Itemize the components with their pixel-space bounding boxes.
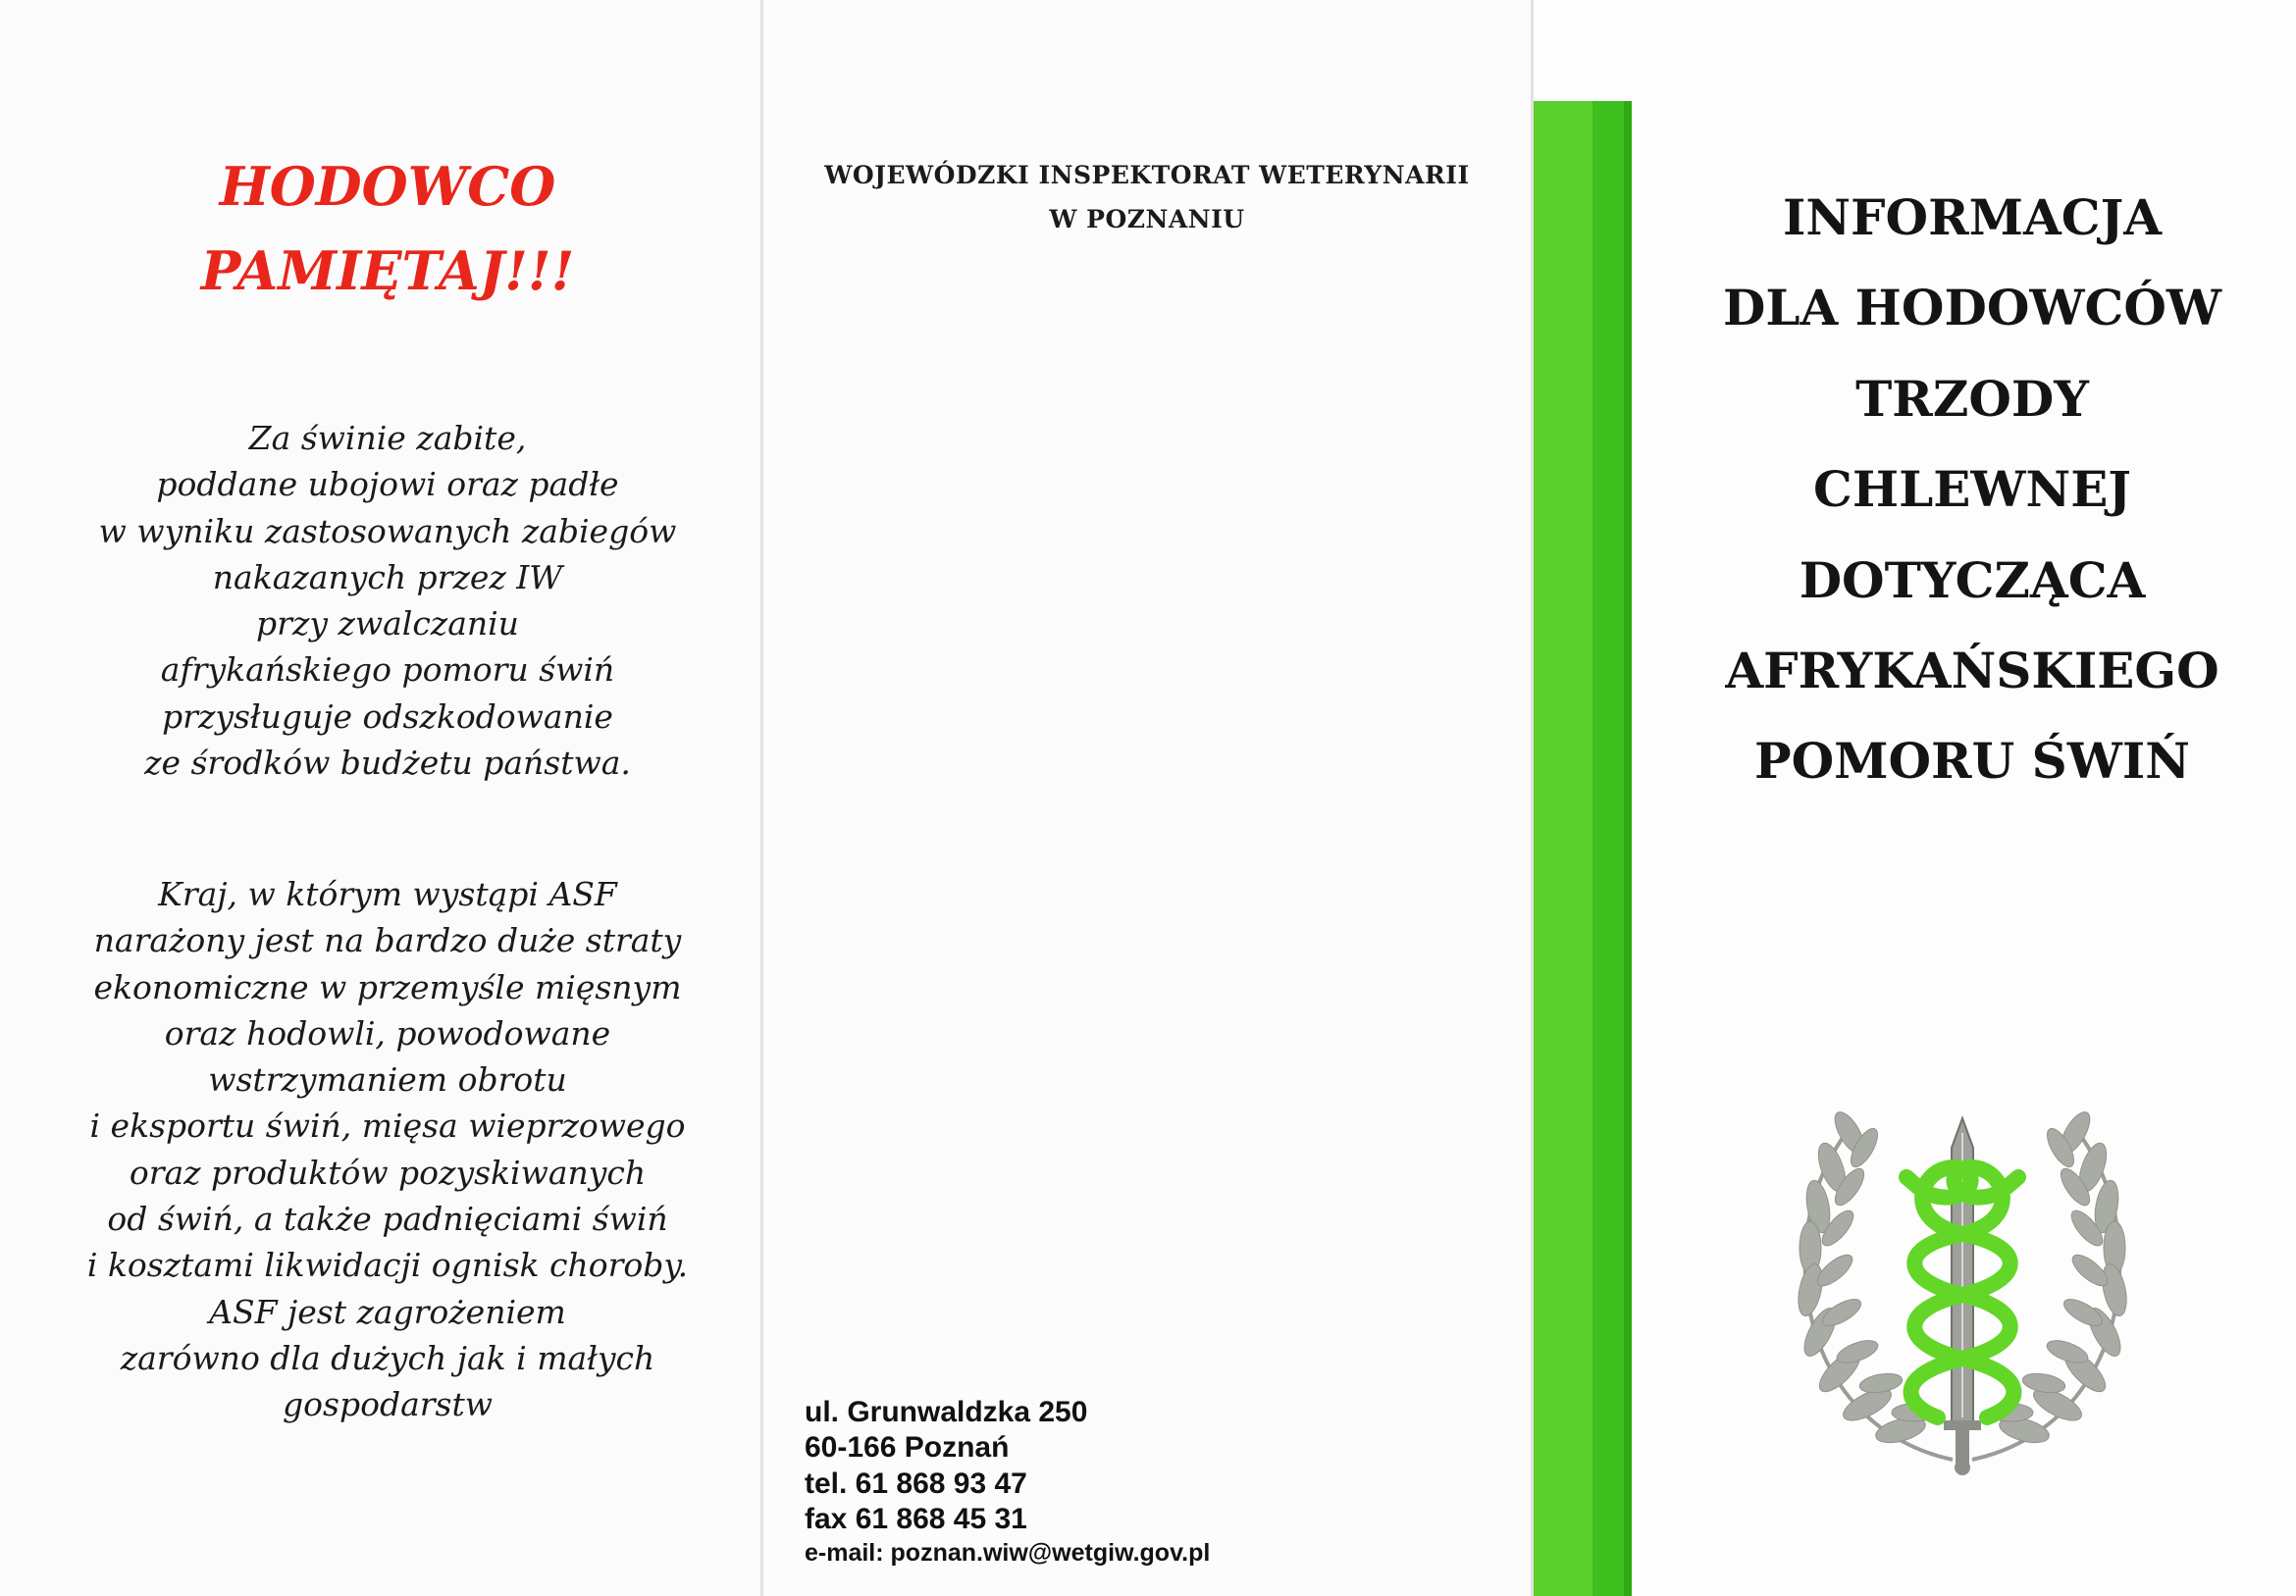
institution-name: WOJEWÓDZKI INSPEKTORAT WETERYNARII [824, 161, 1470, 189]
middle-panel [763, 0, 1531, 1596]
title-line: POMORU ŚWIŃ [1754, 732, 2190, 790]
snake-head [2011, 1170, 2025, 1184]
text-line: oraz produktów pozyskiwanych [129, 1153, 647, 1192]
text-line: poddane ubojowi oraz padłe [156, 465, 619, 504]
text-line: ASF jest zagrożeniem [209, 1292, 566, 1331]
text-line: Kraj, w którym wystąpi ASF [158, 875, 617, 913]
heading-line-2: PAMIĘTAJ!!! [200, 239, 575, 302]
compensation-paragraph [20, 415, 756, 786]
contact-email: e-mail: poznan.wiw@wetgiw.gov.pl [805, 1539, 1211, 1567]
text-line: oraz hodowli, powodowane [164, 1013, 611, 1053]
title-line: DLA HODOWCÓW [1722, 279, 2222, 336]
text-line: zarówno dla dużych jak i małych [120, 1338, 655, 1377]
text-line: narażony jest na bardzo duże straty [93, 921, 682, 960]
left-panel [0, 0, 760, 1596]
text-line: przy zwalczaniu [256, 604, 519, 644]
text-line: wstrzymaniem obrotu [208, 1060, 567, 1100]
institution-city: W POZNANIU [1049, 205, 1245, 233]
text-line: od świń, a także padnięciami świń [107, 1200, 668, 1239]
heading-line-1: HODOWCO [219, 155, 556, 218]
economic-losses-paragraph [20, 871, 756, 1428]
contact-fax: fax 61 868 45 31 [805, 1503, 1027, 1535]
contact-city: 60-166 Poznań [805, 1431, 1010, 1464]
title-line: CHLEWNEJ [1813, 460, 2131, 518]
title-line: INFORMACJA [1782, 188, 2163, 246]
text-line: w wyniku zastosowanych zabiegów [98, 511, 677, 550]
text-line: Za świnie zabite, [248, 419, 527, 457]
text-line: ekonomiczne w przemyśle mięsnym [93, 967, 682, 1006]
text-line: przysługuje odszkodowanie [162, 696, 613, 736]
green-stripe-highlight [1534, 101, 1592, 1596]
contact-street: ul. Grunwaldzka 250 [805, 1396, 1088, 1428]
text-line: i kosztami likwidacji ognisk choroby. [86, 1246, 689, 1285]
text-line: i eksportu świń, mięsa wieprzowego [89, 1107, 686, 1146]
text-line: afrykańskiego pomoru świń [160, 650, 615, 690]
title-line: DOTYCZĄCA [1799, 551, 2146, 609]
text-line: ze środków budżetu państwa. [144, 744, 631, 783]
contact-phone: tel. 61 868 93 47 [805, 1467, 1027, 1500]
title-line: TRZODY [1855, 370, 2089, 428]
snake-head [1900, 1170, 1913, 1184]
veterinary-emblem-icon [1751, 1089, 2173, 1481]
text-line: gospodarstw [283, 1385, 493, 1424]
title-line: AFRYKAŃSKIEGO [1725, 642, 2219, 699]
green-stripe-edge [1624, 101, 1632, 1596]
text-line: nakazanych przez IW [212, 557, 563, 596]
